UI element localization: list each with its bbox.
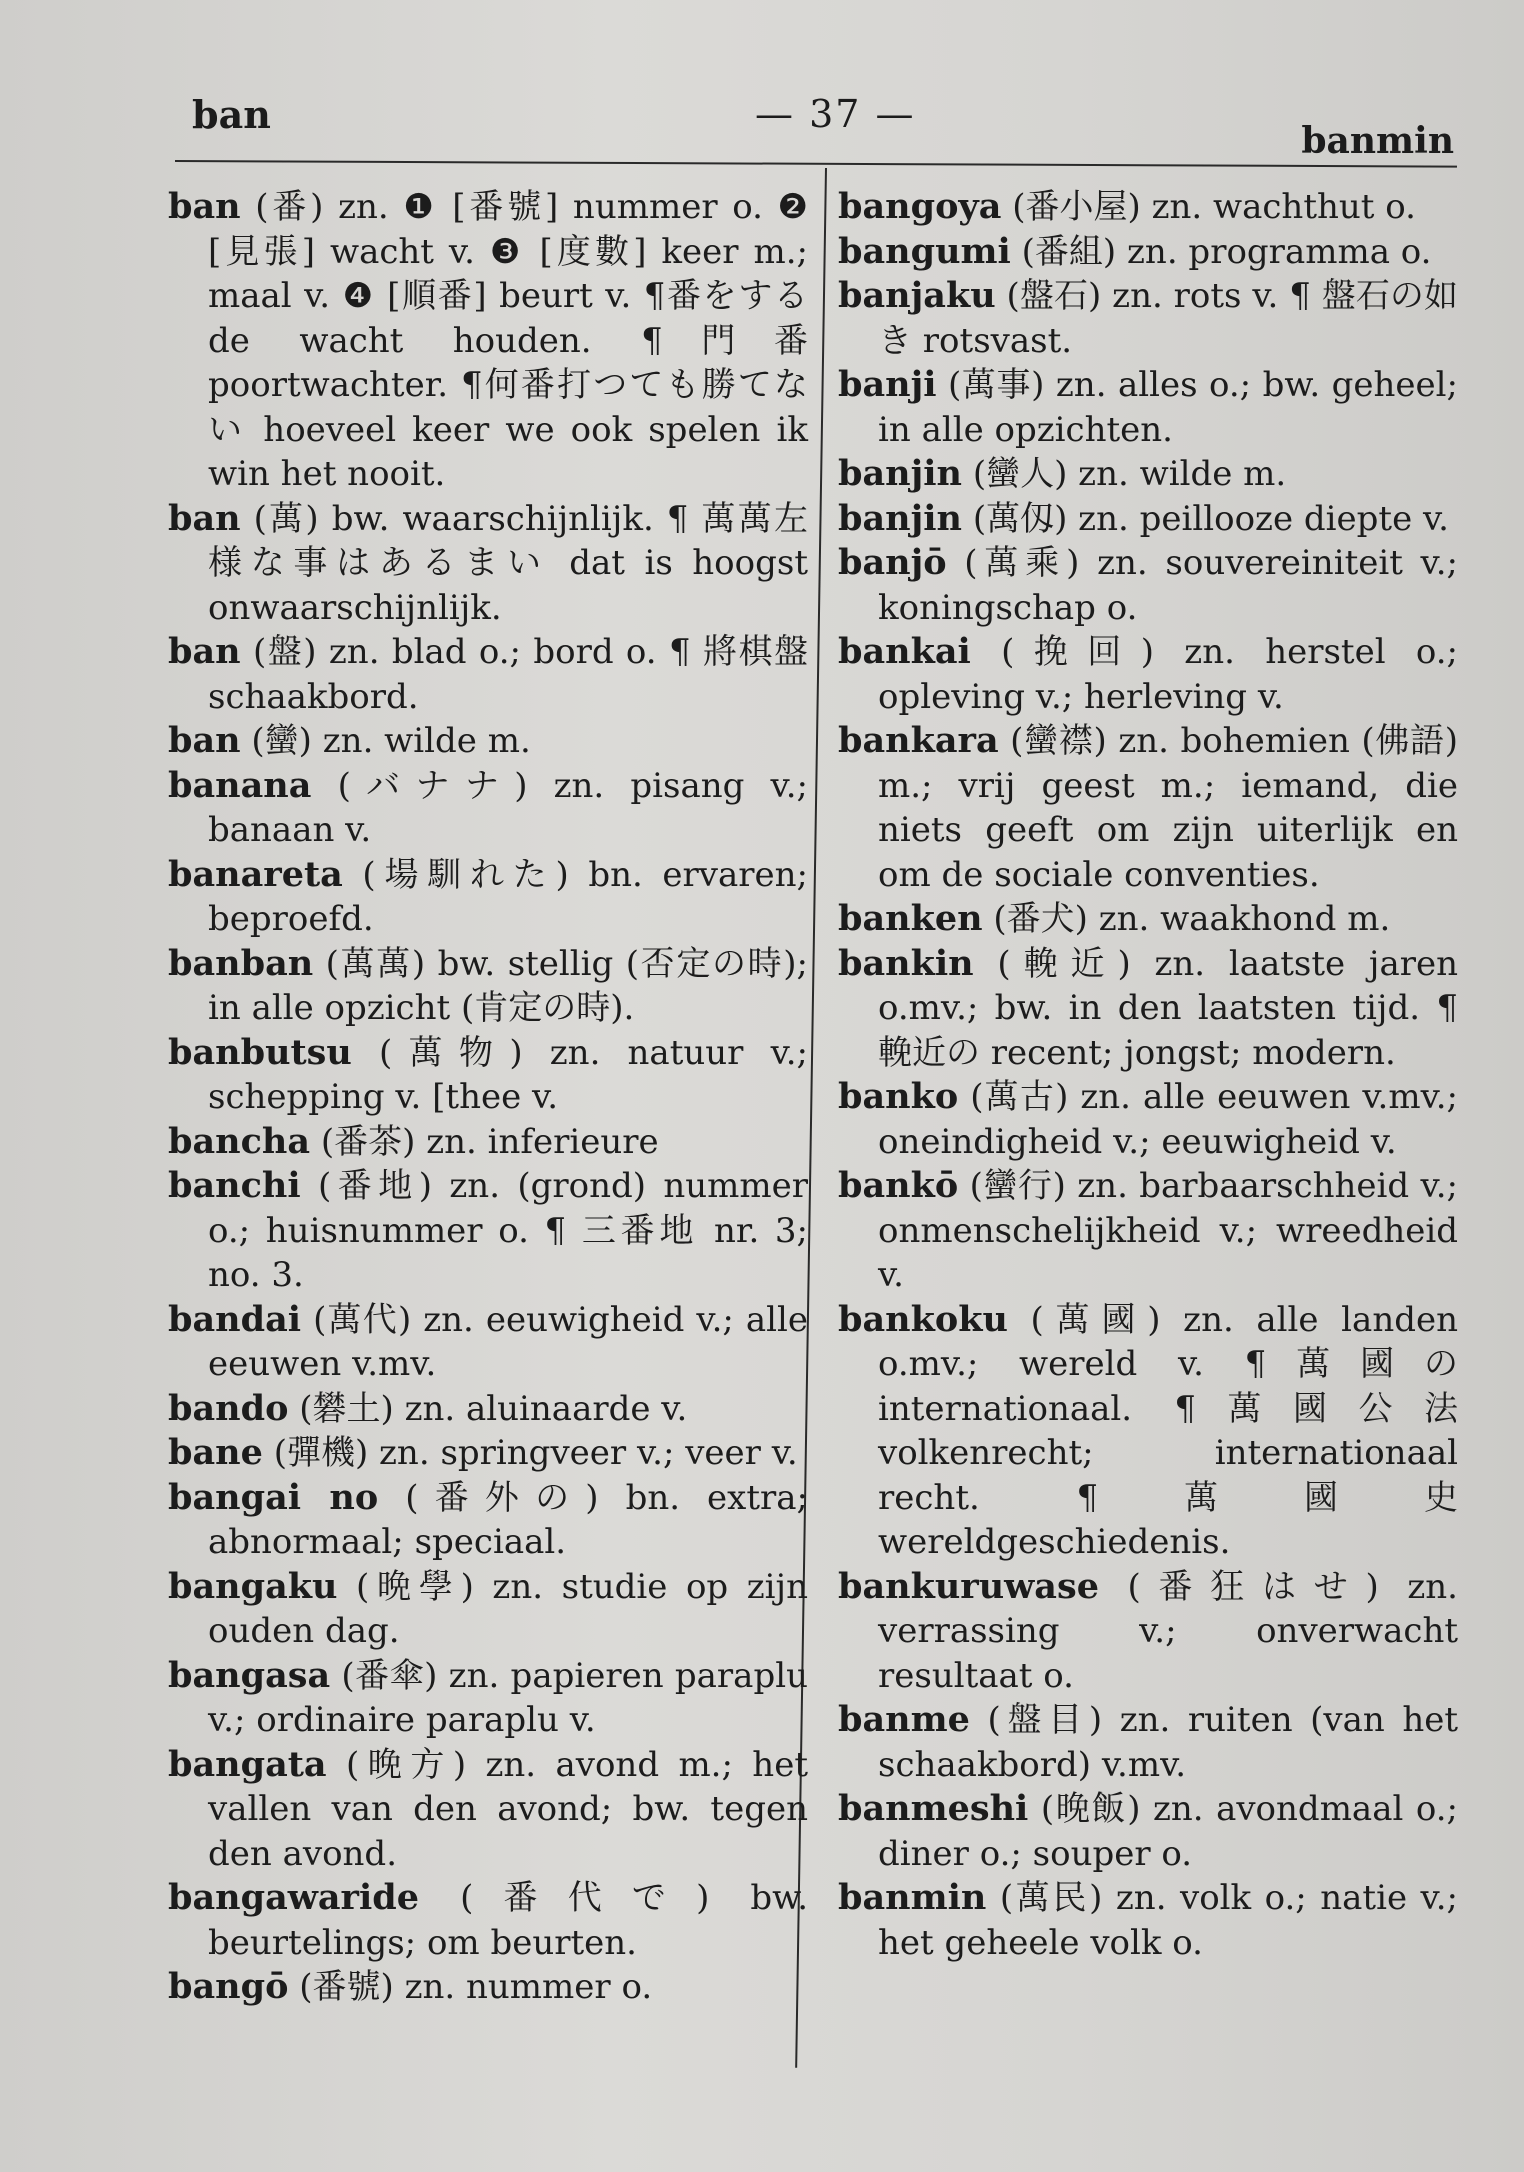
entry-headword: banko: [838, 1076, 959, 1117]
entry-headword: bangoya: [838, 186, 1002, 227]
entry-headword: banjin: [838, 453, 963, 494]
dictionary-entry: [838, 1876, 1458, 1965]
dictionary-entry: [168, 719, 808, 764]
entry-headword: banareta: [168, 853, 343, 895]
dictionary-entry: [838, 1787, 1458, 1876]
dictionary-entry: [838, 230, 1458, 275]
entry-definition: (晩學) zn. studie op zijn ouden dag.: [208, 1566, 808, 1651]
entry-definition: (番小屋) zn. wachthut o.: [1012, 187, 1416, 227]
entry-headword: bangaku: [168, 1565, 338, 1607]
entry-headword: ban: [168, 631, 241, 672]
entry-definition: (挽回) zn. herstel o.; opleving v.; herleving v.: [878, 632, 1458, 717]
page-number: — 37 —: [755, 92, 916, 136]
dictionary-entry: [168, 1031, 808, 1120]
entry-headword: bankin: [838, 942, 974, 984]
entry-definition: (萬乘) zn. souvereiniteit v.; koningschap o.: [878, 543, 1458, 628]
entry-headword: banmeshi: [838, 1788, 1029, 1829]
entry-headword: banjō: [838, 542, 947, 583]
entry-headword: banjaku: [838, 275, 996, 316]
entry-headword: bandai: [168, 1298, 302, 1340]
dictionary-entry: [838, 1075, 1458, 1164]
entry-headword: bankoku: [838, 1298, 1008, 1340]
entry-headword: bangawaride: [168, 1877, 420, 1918]
entry-headword: ban: [168, 186, 241, 227]
dictionary-entry: [168, 1298, 808, 1387]
entry-definition: (萬) bw. waarschijnlijk. ¶ 萬萬左様な事はあるまい dat is hoogst onwaarschijnlijk.: [208, 498, 808, 628]
dictionary-entry: [838, 363, 1458, 452]
dictionary-entry: [838, 1565, 1458, 1699]
entry-definition: (萬仭) zn. peillooze diepte v.: [972, 498, 1449, 539]
entry-headword: bando: [168, 1387, 289, 1429]
dictionary-entry: [168, 1876, 808, 1965]
entry-headword: banken: [838, 898, 983, 939]
dictionary-entry: [168, 1164, 808, 1298]
entry-definition: (蠻襟) zn. bohemien (佛語) m.; vrij geest m.; iemand, die niets geeft om zijn uiterlijk en om de sociale conventies.: [878, 721, 1458, 895]
dictionary-entry: [838, 942, 1458, 1076]
dictionary-entry: [838, 1298, 1458, 1565]
entry-definition: (盤石) zn. rots v. ¶ 盤石の如き rotsvast.: [878, 276, 1458, 361]
entry-headword: banme: [838, 1699, 970, 1740]
entry-headword: bankuruwase: [838, 1565, 1099, 1607]
entry-headword: bangasa: [168, 1654, 331, 1696]
dictionary-entry: [838, 1698, 1458, 1787]
entry-definition: (彈機) zn. springveer v.; veer v.: [273, 1433, 798, 1473]
dictionary-entry: [838, 719, 1458, 897]
entry-headword: banjin: [838, 497, 963, 539]
entry-definition: (萬國) zn. alle landen o.mv.; wereld v. ¶萬國の internationaal. ¶萬國公法 volkenrecht; internationaal recht. ¶萬國史 wereldgeschiedenis.: [878, 1299, 1458, 1562]
entry-definition: (番) zn. ❶ [番號] nummer o. ❷ [見張] wacht v. ❸ [度數] keer m.; maal v. ❹ [順番] beurt v. ¶番をする de wacht houden. ¶門番 poortwachter. ¶何番打つても勝てない hoeveel keer we ook spelen ik win het nooit.: [208, 187, 808, 494]
dictionary-entry: [168, 1387, 808, 1432]
entry-headword: ban: [168, 720, 241, 761]
dictionary-entry: [168, 1476, 808, 1565]
entry-definition: (蠻行) zn. barbaarschheid v.; onmenschelijkheid v.; wreedheid v.: [878, 1166, 1458, 1295]
entry-definition: (盤目) zn. ruiten (van het schaakbord) v.mv.: [878, 1700, 1458, 1785]
entry-definition: (盤) zn. blad o.; bord o. ¶ 將棋盤 schaakbord.: [208, 632, 808, 717]
entry-headword: banana: [168, 764, 312, 806]
entry-headword: bangata: [168, 1743, 327, 1785]
entry-definition: (萬民) zn. volk o.; natie v.; het geheele volk o.: [878, 1878, 1458, 1963]
entry-definition: (バナナ) zn. pisang v.; banaan v.: [208, 765, 808, 850]
entry-definition: (晚方) zn. avond m.; het vallen van den avond; bw. tegen den avond.: [208, 1744, 808, 1874]
entry-headword: banmin: [838, 1877, 987, 1918]
dictionary-entry: [168, 1743, 808, 1877]
entry-definition: (蠻) zn. wilde m.: [251, 721, 531, 761]
dictionary-entry: [168, 497, 808, 631]
entry-definition: (番地) zn. (grond) nummer o.; huisnummer o. ¶ 三番地 nr. 3; no. 3.: [208, 1166, 808, 1295]
dictionary-entry: [168, 942, 808, 1031]
entry-headword: banchi: [168, 1165, 301, 1206]
dictionary-entry: [168, 630, 808, 719]
entry-headword: bangumi: [838, 230, 1011, 272]
dictionary-entry: [838, 1164, 1458, 1298]
entry-definition: (番狂はせ) zn. verrassing v.; onverwacht resultaat o.: [878, 1566, 1458, 1696]
left-column: [168, 185, 808, 2010]
entry-definition: (萬萬) bw. stellig (否定の時); in alle opzicht (肯定の時).: [208, 943, 809, 1028]
entry-headword: bangō: [168, 1966, 289, 2007]
entry-definition: (蠻人) zn. wilde m.: [972, 454, 1287, 494]
entry-headword: banbutsu: [168, 1031, 352, 1073]
dictionary-entry: [168, 1565, 808, 1654]
entry-definition: (萬代) zn. eeuwigheid v.; alle eeuwen v.mv.: [208, 1299, 808, 1384]
dictionary-entry: [168, 1965, 808, 2010]
entry-definition: (輓近) zn. laatste jaren o.mv.; bw. in den laatsten tijd. ¶輓近の recent; jongst; modern.: [878, 943, 1459, 1073]
dictionary-entry: [168, 1120, 808, 1165]
entry-headword: bankara: [838, 720, 999, 761]
dictionary-entry: [838, 897, 1458, 942]
entry-definition: (番外の) bn. extra; abnormaal; speciaal.: [208, 1477, 808, 1562]
entry-headword: banji: [838, 364, 937, 405]
dictionary-entry: [838, 185, 1458, 230]
entry-definition: (礬土) zn. aluinaarde v.: [299, 1388, 688, 1429]
right-column: [838, 185, 1458, 1965]
entry-definition: (萬物) zn. natuur v.; schepping v. [thee v.: [208, 1032, 809, 1117]
entry-headword: bancha: [168, 1120, 311, 1162]
entry-definition: (晚飯) zn. avondmaal o.; diner o.; souper o.: [878, 1789, 1458, 1874]
entry-headword: bane: [168, 1432, 263, 1473]
header-rule: [175, 160, 1457, 168]
entry-definition: (番茶) zn. inferieure: [320, 1121, 659, 1162]
dictionary-entry: [168, 764, 808, 853]
dictionary-entry: [168, 853, 808, 942]
dictionary-entry: [168, 1654, 808, 1743]
dictionary-entry: [168, 185, 808, 497]
entry-definition: (番傘) zn. papieren paraplu v.; ordinaire paraplu v.: [208, 1655, 808, 1740]
entry-definition: (番號) zn. nummer o.: [299, 1967, 653, 2007]
entry-headword: ban: [168, 497, 241, 539]
dictionary-entry: [838, 452, 1458, 497]
entry-headword: bankai: [838, 631, 971, 672]
running-head-left: ban: [192, 92, 271, 137]
entry-headword: bangai no: [168, 1476, 379, 1518]
dictionary-entry: [838, 630, 1458, 719]
entry-headword: bankō: [838, 1165, 959, 1206]
entry-definition: (番代で) bw. beurtelings; om beurten.: [208, 1878, 809, 1963]
dictionary-entry: [838, 541, 1458, 630]
entry-definition: (萬古) zn. alle eeuwen v.mv.; oneindigheid v.; eeuwigheid v.: [878, 1077, 1459, 1162]
entry-definition: (番組) zn. programma o.: [1021, 231, 1432, 272]
dictionary-entry: [838, 497, 1458, 542]
entry-definition: (番犬) zn. waakhond m.: [993, 899, 1391, 939]
entry-headword: banban: [168, 942, 314, 984]
entry-definition: (萬事) zn. alles o.; bw. geheel; in alle opzichten.: [878, 365, 1459, 450]
entry-definition: (場馴れた) bn. ervaren; beproefd.: [208, 854, 808, 939]
dictionary-entry: [838, 274, 1458, 363]
dictionary-entry: [168, 1431, 808, 1476]
running-head-right: banmin: [1301, 120, 1454, 162]
